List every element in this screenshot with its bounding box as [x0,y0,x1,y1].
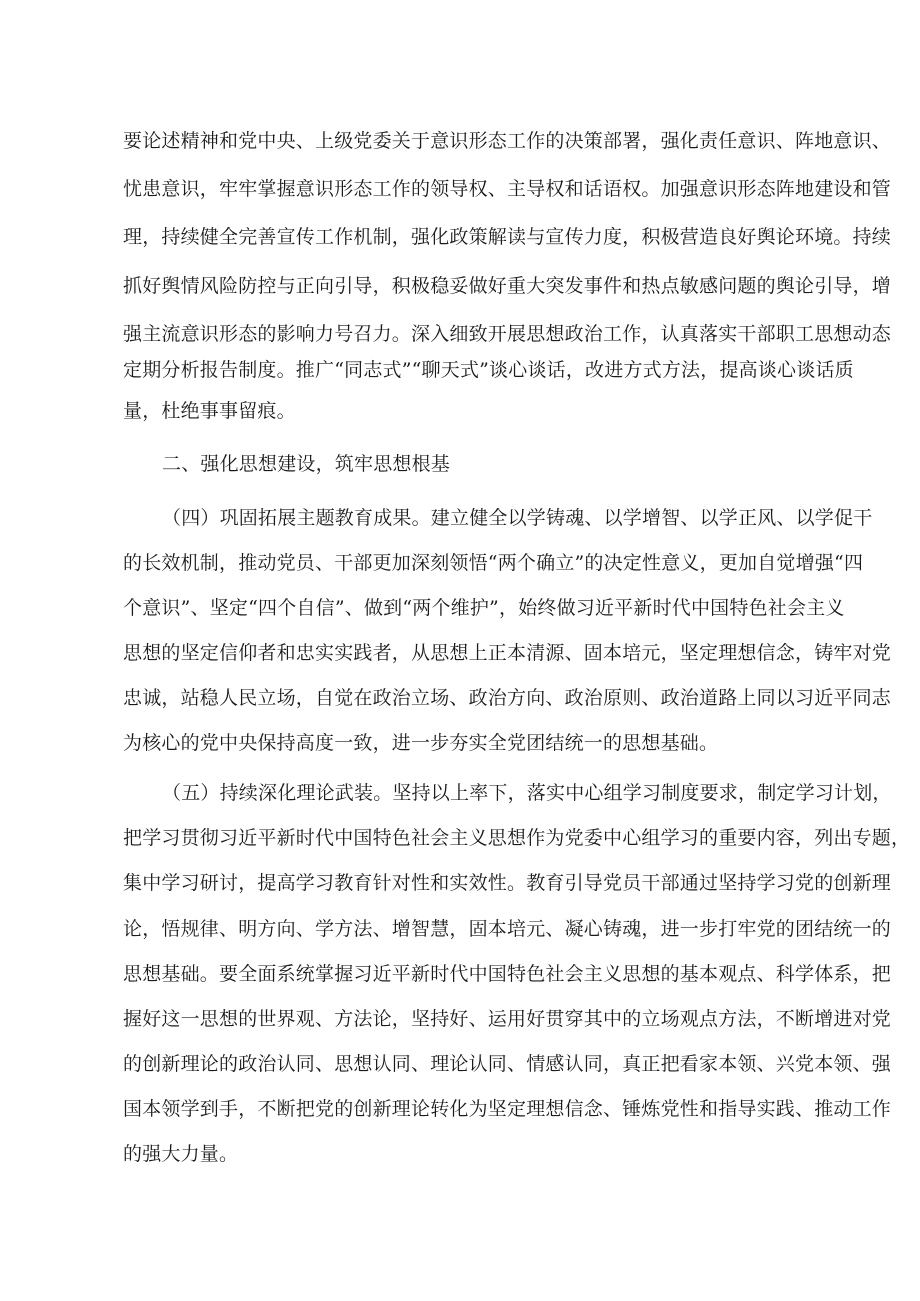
para4-line-4: 思想的坚定信仰者和忠实实践者，从思想上正本清源、固本培元，坚定理想信念，铸牢对党 [123,642,892,664]
para1-line-6: 定期分析报告制度。推广“同志式”“聊天式”谈心谈话，改进方式方法，提高谈心谈话质 [123,359,854,381]
para4-line-6: 为核心的党中央保持高度一致，进一步夯实全党团结统一的思想基础。 [123,732,719,754]
para5-line-7: 的创新理论的政治认同、思想认同、理论认同、情感认同，真正把看家本领、兴党本领、强 [123,1053,892,1075]
para5-line-4: 论，悟规律、明方向、学方法、增智慧，固本培元、凝心铸魂，进一步打牢党的团结统一的 [123,918,892,940]
para4-line-5: 忠诚，站稳人民立场，自觉在政治立场、政治方向、政治原则、政治道路上同以习近平同志 [123,687,892,709]
para1-line-7: 量，杜绝事事留痕。 [123,400,296,422]
para5-line-8: 国本领学到手，不断把党的创新理论转化为坚定理想信念、锤炼党性和指导实践、推动工作 [123,1098,892,1120]
para5-line-5: 思想基础。要全面系统掌握习近平新时代中国特色社会主义思想的基本观点、科学体系，把 [123,963,892,985]
para5-line-2: 把学习贯彻习近平新时代中国特色社会主义思想作为党委中心组学习的重要内容，列出专题， [123,827,911,849]
para5-line-1: （五）持续深化理论武装。坚持以上率下，落实中心组学习制度要求，制定学习计划， [162,782,892,804]
para4-line-2: 的长效机制，推动党员、干部更加深刻领悟“两个确立”的决定性意义，更加自觉增强“四 [123,552,864,574]
para1-line-5: 强主流意识形态的影响力号召力。深入细致开展思想政治工作，认真落实干部职工思想动态 [123,323,892,345]
para1-line-3: 理，持续健全完善宣传工作机制，强化政策解读与宣传力度，积极营造良好舆论环境。持续 [123,226,892,248]
para1-line-2: 忧患意识，牢牢掌握意识形态工作的领导权、主导权和话语权。加强意识形态阵地建设和管 [123,178,892,200]
para1-line-1: 要论述精神和党中央、上级党委关于意识形态工作的决策部署，强化责任意识、阵地意识、 [123,130,892,152]
para4-line-1: （四）巩固拓展主题教育成果。建立健全以学铸魂、以学增智、以学正风、以学促干 [162,507,873,529]
para4-line-3: 个意识”、坚定“四个自信”、做到“两个维护”，始终做习近平新时代中国特色社会主义 [123,597,845,619]
section-heading: 二、强化思想建设，筑牢思想根基 [162,453,451,475]
para1-line-4: 抓好舆情风险防控与正向引导，积极稳妥做好重大突发事件和热点敏感问题的舆论引导，增 [123,275,892,297]
para5-line-3: 集中学习研讨，提高学习教育针对性和实效性。教育引导党员干部通过坚持学习党的创新理 [123,872,892,894]
para5-line-6: 握好这一思想的世界观、方法论，坚持好、运用好贯穿其中的立场观点方法，不断增进对党 [123,1008,892,1030]
para5-line-9: 的强大力量。 [123,1143,239,1165]
